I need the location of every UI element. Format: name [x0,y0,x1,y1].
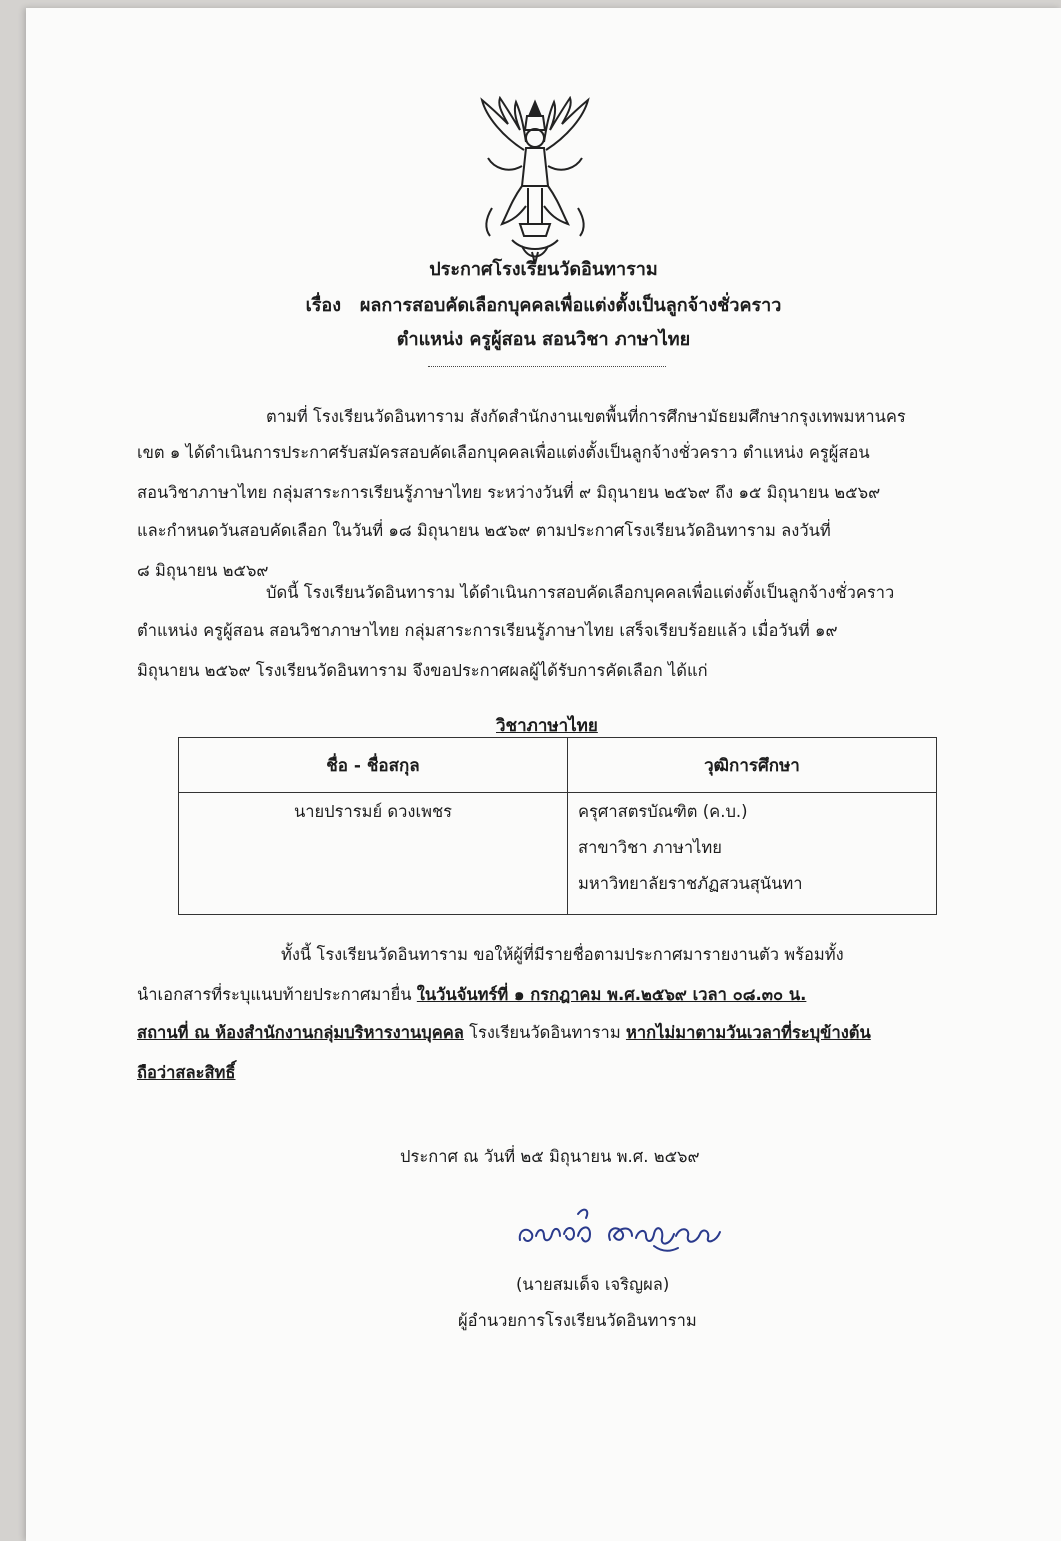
forfeit-warning: หากไม่มาตามวันเวลาที่ระบุข้างต้น [625,1023,871,1042]
qualification-line: ครุศาสตรบัณฑิต (ค.บ.) [578,802,748,821]
cell-name [179,793,568,915]
announcement-title: ประกาศโรงเรียนวัดอินทาราม [429,259,658,280]
forfeit-text: ถือว่าสละสิทธิ์ [137,1063,236,1082]
paragraph3-line [137,1060,236,1086]
divider [428,366,666,367]
paragraph3-line [137,1020,871,1046]
paragraph1-line: ๘ มิถุนายน ๒๕๖๙ [137,561,269,580]
qualification-line: มหาวิทยาลัยราชภัฏสวนสุนันทา [578,874,803,893]
paragraph3-text: โรงเรียนวัดอินทาราม [463,1023,626,1042]
table-header-row [179,738,937,793]
qualification-line: สาขาวิชา ภาษาไทย [578,838,722,857]
header-qualification: วุฒิการศึกษา [568,738,937,793]
paragraph1-line: เขต ๑ ได้ดำเนินการประกาศรับสมัครสอบคัดเลือกบุคคลเพื่อแต่งตั้งเป็นลูกจ้างชั่วคราว ตำแหน่ง ครูผู้สอน [137,443,870,462]
header-name: ชื่อ - ชื่อสกุล [179,738,568,793]
report-location: สถานที่ ณ ห้องสำนักงานกลุ่มบริหารงานบุคคล [137,1023,464,1042]
paragraph3-line [137,982,806,1008]
subject-label: เรื่อง [305,295,342,316]
paragraph1-line: สอนวิชาภาษาไทย กลุ่มสาระการเรียนรู้ภาษาไทย ระหว่างวันที่ ๙ มิถุนายน ๒๕๖๙ ถึง ๑๕ มิถุนายน ๒๕๖๙ [137,483,881,502]
paragraph3-text: นำเอกสารที่ระบุแนบท้ายประกาศมายื่น [137,985,417,1004]
garuda-emblem-icon [472,96,598,266]
table-caption: วิชาภาษาไทย [496,716,598,736]
paragraph1-line: และกำหนดวันสอบคัดเลือก ในวันที่ ๑๘ มิถุนายน ๒๕๖๙ ตามประกาศโรงเรียนวัดอินทาราม ลงวันที่ [137,521,831,540]
cell-qualification [568,793,937,915]
paragraph2-line: ตำแหน่ง ครูผู้สอน สอนวิชาภาษาไทย กลุ่มสาระการเรียนรู้ภาษาไทย เสร็จเรียบร้อยแล้ว เมื่อวันที่ ๑๙ [137,621,838,640]
signer-title: ผู้อำนวยการโรงเรียนวัดอินทาราม [458,1311,697,1330]
report-date: ในวันจันทร์ที่ ๑ กรกฎาคม พ.ศ.๒๕๖๙ เวลา ๐๘.๓๐ น. [416,985,807,1004]
paragraph2-line: มิถุนายน ๒๕๖๙ โรงเรียนวัดอินทาราม จึงขอประกาศผลผู้ได้รับการคัดเลือก ได้แก่ [137,661,708,680]
paragraph2-line: บัดนี้ โรงเรียนวัดอินทาราม ได้ดำเนินการสอบคัดเลือกบุคคลเพื่อแต่งตั้งเป็นลูกจ้างชั่วคราว [266,583,895,602]
signer-name: (นายสมเด็จ เจริญผล) [516,1275,670,1294]
result-table [178,737,937,915]
announcement-subject [26,290,1061,319]
table-row [179,793,937,915]
signature-icon [514,1200,744,1260]
candidate-name: นายปรารมย์ ดวงเพชร [293,802,453,821]
announce-date: ประกาศ ณ วันที่ ๒๕ มิถุนายน พ.ศ. ๒๕๖๙ [400,1147,700,1166]
subject-text: ผลการสอบคัดเลือกบุคคลเพื่อแต่งตั้งเป็นลูกจ้างชั่วคราว [359,295,782,316]
paragraph1-line: ตามที่ โรงเรียนวัดอินทาราม สังกัดสำนักงานเขตพื้นที่การศึกษามัธยมศึกษากรุงเทพมหานคร [266,407,906,426]
paragraph3-line: ทั้งนี้ โรงเรียนวัดอินทาราม ขอให้ผู้ที่มีรายชื่อตามประกาศมารายงานตัว พร้อมทั้ง [281,945,844,964]
document-page [26,8,1061,1541]
announcement-position: ตำแหน่ง ครูผู้สอน สอนวิชา ภาษาไทย [396,329,691,350]
